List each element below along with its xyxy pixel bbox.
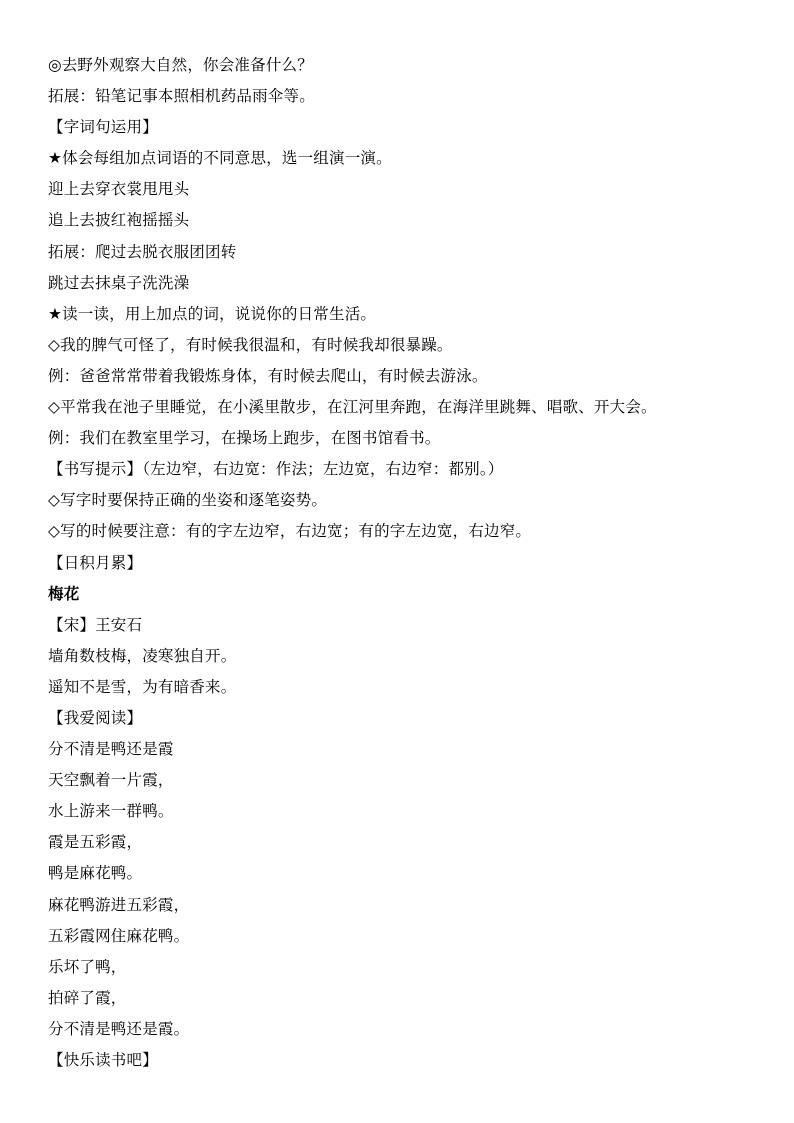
text-line: ◇写的时候要注意：有的字左边窄，右边宽；有的字左边宽，右边窄。 bbox=[48, 522, 532, 541]
reading-line: 鸭是麻花鸭。 bbox=[48, 864, 143, 883]
section-heading: 【我爱阅读】 bbox=[48, 708, 143, 727]
reading-line: 水上游来一群鸭。 bbox=[48, 802, 174, 821]
text-line: ★读一读，用上加点的词，说说你的日常生活。 bbox=[48, 304, 377, 323]
text-line: 迎上去穿衣裳甩甩头 bbox=[48, 180, 190, 199]
reading-line: 分不清是鸭还是霞。 bbox=[48, 1019, 190, 1038]
document-page bbox=[48, 50, 768, 1076]
text-line: ◇我的脾气可怪了，有时候我很温和，有时候我却很暴躁。 bbox=[48, 335, 453, 354]
text-line: ◇写字时要保持正确的坐姿和逐笔姿势。 bbox=[48, 491, 328, 510]
reading-line: 麻花鸭游进五彩霞， bbox=[48, 895, 190, 914]
reading-line: 天空飘着一片霞， bbox=[48, 771, 174, 790]
poem-author: 【宋】王安石 bbox=[48, 615, 143, 634]
reading-title: 分不清是鸭还是霞 bbox=[48, 740, 174, 759]
text-line: 追上去披红袍摇摇头 bbox=[48, 211, 190, 230]
text-line: 拓展：铅笔记事本照相机药品雨伞等。 bbox=[48, 87, 315, 106]
text-line: ◇平常我在池子里睡觉，在小溪里散步，在江河里奔跑，在海洋里跳舞、唱歌、开大会。 bbox=[48, 398, 657, 417]
text-line: 拓展：爬过去脱衣服团团转 bbox=[48, 242, 237, 261]
text-line: ◎去野外观察大自然，你会准备什么？ bbox=[48, 56, 313, 74]
poem-title: 梅花 bbox=[48, 584, 80, 603]
reading-line: 拍碎了霞， bbox=[48, 988, 127, 1007]
reading-line: 五彩霞网住麻花鸭。 bbox=[48, 926, 190, 945]
section-heading: 【书写提示】（左边窄，右边宽：作法；左边宽，右边窄：都别。） bbox=[48, 460, 504, 479]
reading-line: 霞是五彩霞， bbox=[48, 833, 143, 852]
text-line: 例：爸爸常常带着我锻炼身体，有时候去爬山，有时候去游泳。 bbox=[48, 366, 488, 385]
text-line: ★体会每组加点词语的不同意思，选一组演一演。 bbox=[48, 149, 392, 168]
reading-line: 乐坏了鸭， bbox=[48, 957, 127, 976]
section-heading: 【快乐读书吧】 bbox=[48, 1051, 158, 1069]
section-heading: 【字词句运用】 bbox=[48, 118, 158, 137]
section-heading: 【日积月累】 bbox=[48, 553, 143, 572]
text-line: 例：我们在教室里学习，在操场上跑步，在图书馆看书。 bbox=[48, 429, 441, 448]
poem-line: 遥知不是雪，为有暗香来。 bbox=[48, 677, 237, 696]
text-line: 跳过去抹桌子洗洗澡 bbox=[48, 273, 190, 292]
poem-line: 墙角数枝梅，凌寒独自开。 bbox=[48, 646, 237, 665]
